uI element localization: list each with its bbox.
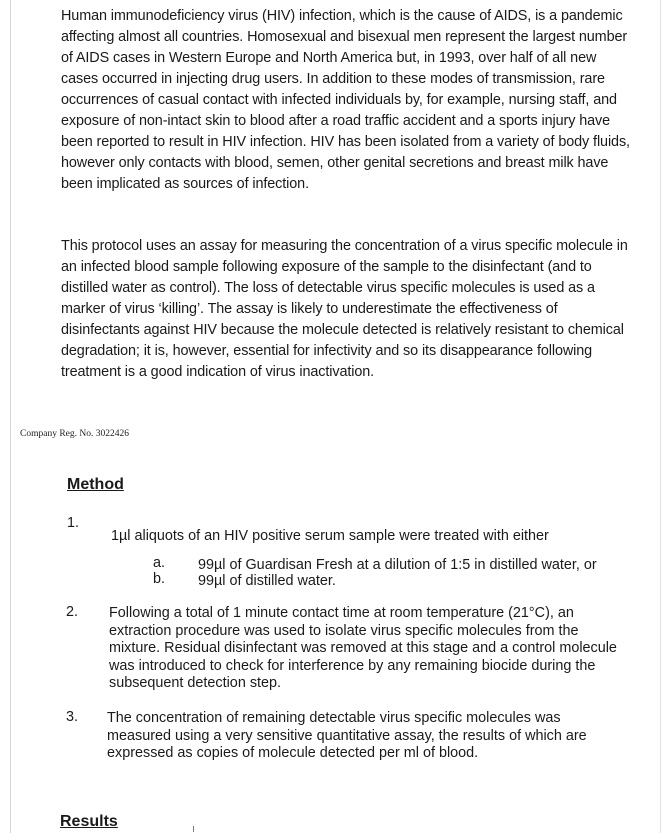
method-item-2-text: Following a total of 1 minute contact time at room temperature (21°C), an extraction procedure was used to isolate virus specific molecules from the mixture. Residual disinfectant was removed at this stage and a control molecule was introduced to check for interference by any remaining biocide during the subsequent detection step. — [109, 605, 617, 691]
method-item-1-number: 1. — [67, 515, 80, 531]
intro-paragraph: Human immunodeficiency virus (HIV) infection, which is the cause of AIDS, is a pandemic affecting almost all countries. Homosexual and bisexual men represent the largest number of AIDS cases in Western Europe and North America but, in 1993, over half of all new cases occurred in injecting drug users. In addition to these modes of transmission, rare occurrences of casual contact with infected individuals by, for example, nursing staff, and exposure of non-intact skin to blood after a road traffic accident and a sports injury have been reported to result in HIV infection. HIV has been isolated from a variety of body fluids, however only contacts with blood, semen, other genital secretions and breast milk have been implicated as sources of infection. — [61, 8, 630, 192]
method-subitem-a-text: 99µl of Guardisan Fresh at a dilution of 1:5 in distilled water, or — [198, 557, 597, 573]
page-edge-right — [660, 0, 661, 833]
method-subitem-a-letter: a. — [153, 555, 166, 571]
method-item-1-text: 1µl aliquots of an HIV positive serum sample were treated with either — [111, 528, 549, 544]
stray-mark — [193, 826, 194, 832]
protocol-paragraph: This protocol uses an assay for measuring the concentration of a virus specific molecule in an infected blood sample following exposure of the sample to the disinfectant (and to distilled water as control). The loss of detectable virus specific molecules is used as a marker of virus ‘killing’. The assay is likely to underestimate the effectiveness of disinfectants against HIV because the molecule detected is relatively resistant to chemical degradation; it is, however, essential for infectivity and so its disappearance following treatment is a good indication of virus inactivation. — [61, 238, 628, 380]
method-heading: Method — [67, 476, 124, 493]
method-item-2-number: 2. — [66, 604, 79, 620]
method-subitem-b-text: 99µl of distilled water. — [198, 573, 336, 589]
company-registration: Company Reg. No. 3022426 — [20, 429, 129, 439]
method-item-3-number: 3. — [66, 709, 79, 725]
page-edge-left — [10, 0, 11, 833]
results-heading: Results — [60, 813, 118, 830]
method-subitem-b-letter: b. — [153, 571, 166, 587]
method-item-3-text: The concentration of remaining detectable virus specific molecules was measured using a very sensitive quantitative assay, the results of which are expressed as copies of molecule detected per ml of blood. — [107, 710, 587, 761]
